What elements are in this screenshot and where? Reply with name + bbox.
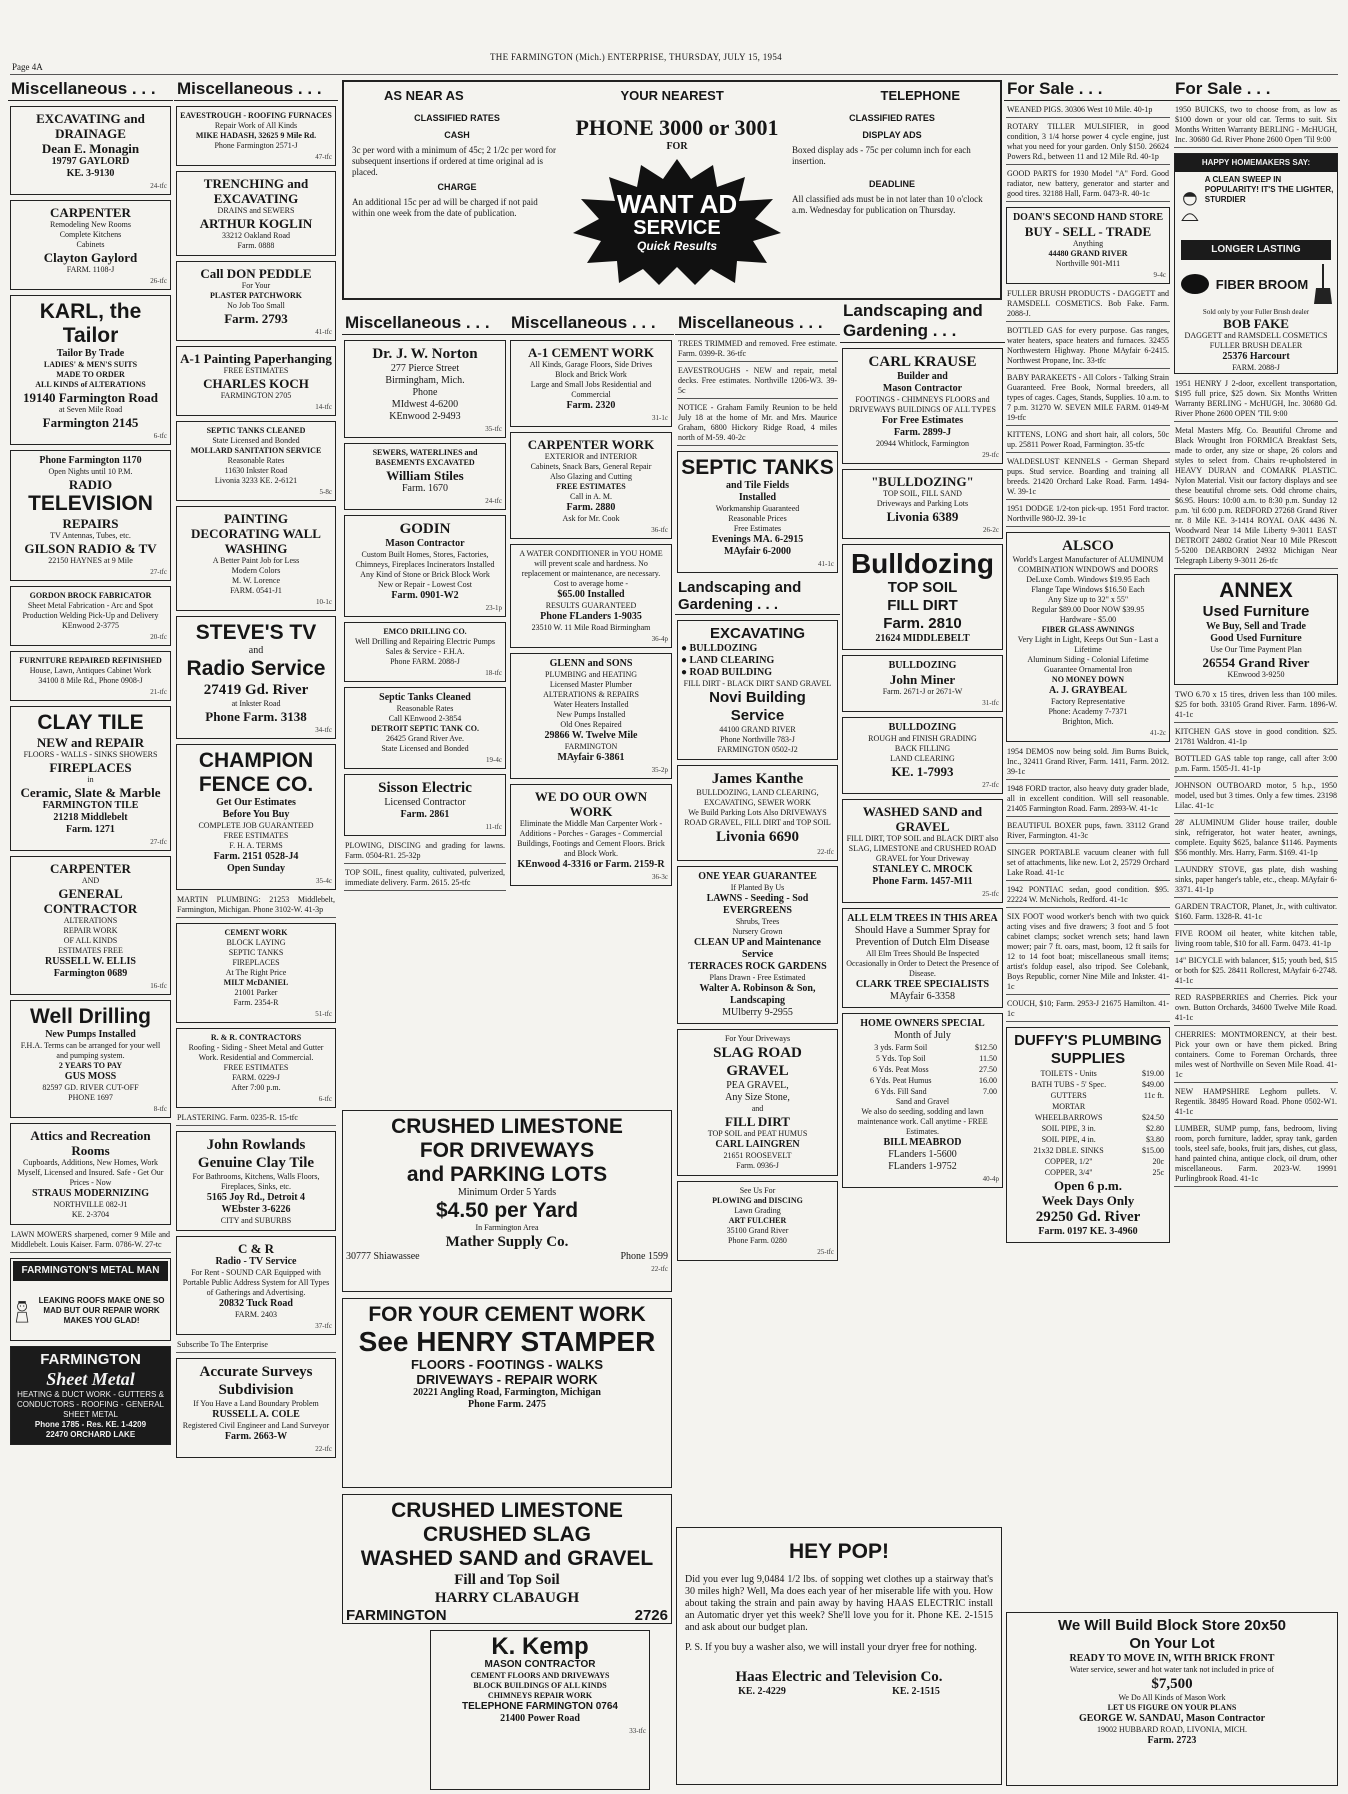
classified-metal-masters: Metal Masters Mfg. Co. Beautiful Chrome and Black Wrought Iron FORMICA Breakfast Sets, made to order, any size or shape, 26 colors and styles to select from. Chairs re-upholstered in HEAVY DURAN and COMARK PLASTIC. Nylon Material. Visit our factory displays and see these beautiful chrome sets. Odd chrome chairs, $6.95. Hours: 10:00 a.m. to 8:30 p.m. Sunday 12 p.m. 'til 6:00 p.m. REDFORD 27268 Grand River nr. 8 Mile KE. 3-1414 ROYAL OAK 4436 N. Woodward Near 14 Mile Liberty 9-3011 EAST DETROIT 24802 Gratiot Near 10 Mile PRescott 5-5200 DEARBORN 24932 Michigan Near Telegraph Liberty 9-3011 26-tfc: [1174, 426, 1338, 569]
ad-sisson-electric: Sisson Electric Licensed Contractor Farm. 2861 11-tfc: [344, 774, 506, 836]
ad-a1-painting: A-1 Painting Paperhanging FREE ESTIMATES CHARLES KOCH FARMINGTON 2705 14-tfc: [176, 346, 336, 416]
column-6: [840, 300, 1005, 1522]
classified-bottled-gas: BOTTLED GAS for every purpose. Gas ranges, water heaters, space heaters and furnaces. 32455 Northwestern Highway. Phone MAyfair 6-2415. Northwest Propane, Inc. 33-tfc: [1006, 326, 1170, 369]
for-label: FOR: [666, 141, 688, 152]
ad-bulldozing-grading: BULLDOZING ROUGH and FINISH GRADING BACK FILLING LAND CLEARING KE. 1-7993 27-tfc: [842, 717, 1003, 794]
classified-weaned-pigs: WEANED PIGS. 30306 West 10 Mile. 40-1p: [1006, 105, 1170, 118]
display-label: DISPLAY ADS: [862, 130, 922, 140]
classified-boxer-pups: BEAUTIFUL BOXER pups, fawn. 33112 Grand River, Farmington. 41-3c: [1006, 821, 1170, 844]
classified-tires: TWO 6.70 x 15 tires, driven less than 100 miles. $25 for both. 33105 Grand River. Farm. 1896-W. 41-1c: [1174, 690, 1338, 723]
classified-workbench: SIX FOOT wood worker's bench with two quick acting vises and five drawers; 3 foot and 5 foot cabinet clamps; socket wrench sets; hand lawn mower; pair 7 ft. oars, mast, boom, 12 ft sails for 12 to 14 foot boat; miscellaneous small items; artist's foldup easel, also tripod. See Colebank, Boys Republic, corner Nine Mile and Inkster. 41-1c: [1006, 912, 1170, 995]
ad-septic-tanks-cleaned: Septic Tanks Cleaned Reasonable Rates Call KEnwood 2-3854 DETROIT SEPTIC TANK CO. 26425 Grand River Ave. State Licensed and Bonded 19-4c: [344, 687, 506, 769]
ad-john-rowlands: John Rowlands Genuine Clay Tile For Bathrooms, Kitchens, Walls Floors, Fireplaces, Sinks, etc. 5165 Joy Rd., Detroit 4 WEbster 3-6226 CITY and SUBURBS: [176, 1131, 336, 1231]
masthead: THE FARMINGTON (Mich.) ENTERPRISE, THURSDAY, JULY 15, 1954: [490, 52, 782, 62]
classified-lumber: LUMBER, SUMP pump, fans, bedroom, living room, porch furniture, ladder, spray tank, garden tools, steel safe, books, fruit jars, dishes, cut glass, hand painted china, antique clock, oil drum, other miscellaneous. Farm. 2023-W. 19991 Purlingbrook Road. 41-1c: [1174, 1124, 1338, 1187]
classified-plowing: PLOWING, DISCING and grading for lawns. Farm. 0504-R1. 25-32p: [344, 841, 506, 864]
ad-annex-furniture: ANNEX Used Furniture We Buy, Sell and Trade Good Used Furniture Use Our Time Payment Plan 26554 Grand River KEnwood 3-9250: [1174, 574, 1338, 685]
classified-couch: COUCH, $10; Farm. 2953-J 21675 Hamilton. 41-1c: [1006, 999, 1170, 1022]
logo-farmington-sheet-metal: FARMINGTON Sheet Metal HEATING & DUCT WORK - GUTTERS & CONDUCTORS - ROOFING - GENERAL SHEET METAL Phone 1785 - Res. KE. 1-4209 22470 ORCHARD LAKE: [10, 1346, 171, 1445]
classified-plastering: PLASTERING. Farm. 0235-R. 15-tfc: [176, 1113, 336, 1126]
ad-hey-pop: HEY POP! Did you ever lug 9,0484 1/2 lbs. of sopping wet clothes up a stairway that's 30 miles high? Well, Ma does each year of her miserable life with you. How about taking the strain and pain away by having HAAS ELECTRIC install an Automatic dryer yet this week? She'll love you for it. Phone KE. 2-1515 and ask about our budget plan. P. S. If you buy a washer also, we will install your dryer free for nothing. Haas Electric and Television Co. KE. 2-4229 KE. 2-1515: [676, 1527, 1002, 1785]
classified-oil-heater: FIVE ROOM oil heater, white kitchen table, living room table, $10 for all. Farm. 0473. 41-1p: [1174, 929, 1338, 952]
ad-henry-stamper: FOR YOUR CEMENT WORK See HENRY STAMPER FLOORS - FOOTINGS - WALKS DRIVEWAYS - REPAIR WORK 20221 Angling Road, Farmington, Michigan Phone Farm. 2475: [342, 1298, 672, 1488]
fuller-logo-icon: [1180, 272, 1210, 296]
classified-dodge: 1951 DODGE 1/2-ton pick-up. 1951 Ford tractor. Northville 980-J2. 39-1c: [1006, 504, 1170, 527]
classified-raspberries: RED RASPBERRIES and Cherries. Pick your own. Button Orchards, 34600 Twelve Mile Road. 41-1c: [1174, 993, 1338, 1026]
section-heading: Miscellaneous . . .: [508, 312, 674, 335]
ad-gilson-tv: Phone Farmington 1170 Open Nights until 10 P.M. RADIO TELEVISION REPAIRS TV Antennas, Tubes, etc. GILSON RADIO & TV 22150 HAYNES at 9 Mile 27-tfc: [10, 450, 171, 581]
classified-ford-parts: GOOD PARTS for 1930 Model "A" Ford. Good radiator, new battery, generator and starter and good tires. 32188 Hall, Farm. 0473-R. 40-1c: [1006, 169, 1170, 202]
classified-laundry-stove: LAUNDRY STOVE, gas plate, dish washing sinks, paper hanger's table, etc., cheap. MAyfair 6-3371. 41-1p: [1174, 865, 1338, 898]
ad-don-peddle: Call DON PEDDLE For Your PLASTER PATCHWORK No Job Too Small Farm. 2793 41-tfc: [176, 261, 336, 341]
ad-glenn-and-sons: GLENN and SONS PLUMBING and HEATING Licensed Master Plumber ALTERATIONS & REPAIRS Water Heaters Installed New Pumps Installed Old Ones Repaired 29866 W. Twelve Mile FARMINGTON MAyfair 6-3861 35-2p: [510, 653, 672, 779]
classified-kittens: KITTENS, LONG and short hair, all colors, 50c up. 25811 Power Road, Farmington. 35-tfc: [1006, 430, 1170, 453]
ad-eavestrough: EAVESTROUGH - ROOFING FURNACES Repair Work of All Kinds MIKE HADASH, 32625 9 Mile Rd. Phone Farmington 2571-J 47-tfc: [176, 106, 336, 166]
section-heading: For Sale . . .: [1172, 78, 1340, 101]
ad-art-fulcher: See Us For PLOWING and DISCING Lawn Grading ART FULCHER 35100 Grand River Phone Farm. 0280 25-tfc: [677, 1181, 838, 1261]
banner-left: AS NEAR AS: [384, 88, 464, 103]
rates-heading-right: CLASSIFIED RATES: [849, 113, 935, 123]
section-heading: Miscellaneous . . .: [8, 78, 173, 101]
rates-heading: CLASSIFIED RATES: [414, 113, 500, 123]
ad-brock-fabricator: GORDON BROCK FABRICATOR Sheet Metal Fabrication - Arc and Spot Production Welding Pick-Up and Delivery KEnwood 2-3775 20-tfc: [10, 586, 171, 646]
ad-accurate-surveys: Accurate Surveys Subdivision If You Have a Land Boundary Problem RUSSELL A. COLE Registered Civil Engineer and Land Surveyor Farm. 2663-W 22-tfc: [176, 1358, 336, 1458]
classified-bicycle: 14" BICYCLE with balancer, $15; youth bed, $15 or both for $25. 28411 Rollcrest, MAyfair 6-2748. 41-1c: [1174, 956, 1338, 989]
classified-kitchen-gas: KITCHEN GAS stove in good condition. $25. 21781 Waldron. 41-1p: [1174, 727, 1338, 750]
ad-c-and-r-radio: C & R Radio - TV Service For Rent - SOUND CAR Equipped with Portable Public Address System for All Types of Gatherings and Advertising. 20832 Tuck Road FARM. 2403 37-tfc: [176, 1236, 336, 1335]
column-8: [1172, 78, 1340, 1608]
ad-slag-road-gravel: For Your Driveways SLAG ROAD GRAVEL PEA GRAVEL, Any Size Stone, and FILL DIRT TOP SOIL and PEAT HUMUS CARL LAINGREN 21651 ROOSEVELT Farm. 0936-J: [677, 1029, 838, 1176]
ad-emco-drilling: EMCO DRILLING CO. Well Drilling and Repairing Electric Pumps Sales & Service - F.H.A. Phone FARM. 2088-J 18-tfc: [344, 622, 506, 682]
banner-mid: YOUR NEAREST: [620, 88, 724, 103]
ad-straus-modernizing: Attics and Recreation Rooms Cupboards, Additions, New Homes, Work Myself, Licensed and Insured. Safe - Get Our Prices - Now STRAUS MODERNIZING NORTHVILLE 082-J1 KE. 2-3704: [10, 1123, 171, 1225]
ad-trenching: TRENCHING and EXCAVATING DRAINS and SEWERS ARTHUR KOGLIN 33212 Oakland Road Farm. 0888: [176, 171, 336, 256]
column-5: [675, 312, 840, 1522]
ad-james-kanthe: James Kanthe BULLDOZING, LAND CLEARING, EXCAVATING, SEWER WORK We Build Parking Lots Also DRIVEWAYS ROAD GRAVEL, FILL DIRT and TOP SOIL Livonia 6690 22-tfc: [677, 765, 838, 861]
classified-leghorn: NEW HAMPSHIRE Leghorn pullets. V. Regentik. 38495 Howard Road. Phone 0502-W1. 41-1c: [1174, 1087, 1338, 1120]
classified-bottled-gas-range: BOTTLED GAS table top range, call after 3:00 p.m. Farm. 1505-J1. 41-1p: [1174, 754, 1338, 777]
ad-k-kemp: K. Kemp MASON CONTRACTOR CEMENT FLOORS AND DRIVEWAYS BLOCK BUILDINGS OF ALL KINDS CHIMNEYS REPAIR WORK TELEPHONE FARMINGTON 0764 21400 Power Road 33-tfc: [430, 1630, 650, 1790]
ad-alsco: ALSCO World's Largest Manufacturer of ALUMINUM COMBINATION WINDOWS and DOORS DeLuxe Comb. Windows $19.95 Each Flange Tape Windows $16.50 Each Any Size up to 32" x 55" Regular $89.00 Door NOW $39.95 Hardware - $5.00 FIBER GLASS AWNINGS Very Light in Light, Keeps Out Sun - Last a Lifetime Aluminum Siding - Colonial Lifetime Guarantee Ornamental Iron NO MONEY DOWN A. J. GRAYBEAL Factory Representative Phone: Academy 7-7371 Brighton, Mich. 41-2c: [1006, 532, 1170, 742]
metal-man-icon: [13, 1284, 31, 1338]
banner-right: TELEPHONE: [880, 88, 960, 103]
ad-block-store: We Will Build Block Store 20x50 On Your Lot READY TO MOVE IN, WITH BRICK FRONT Water service, sewer and hot water tank not included in price of $7,500 We Do All Kinds of Mason Work LET US FIGURE ON YOUR PLANS GEORGE W. SANDAU, Mason Contractor 19002 HUBBARD ROAD, LIVONIA, MICH. Farm. 2723: [1006, 1612, 1338, 1786]
star-text-1: WANT AD: [616, 189, 738, 219]
classified-singer: SINGER PORTABLE vacuum cleaner with full set of attachments, like new. Lot 2, 25729 Orchard Lake Road. 41-1c: [1006, 848, 1170, 881]
deadline-text: All classified ads must be in not later than 10 o'clock a.m. Wednesday for publication on Thursday.: [792, 194, 983, 215]
classified-martin-plumbing: MARTIN PLUMBING: 21253 Middlebelt, Farmington, Michigan. Phone 3102-W. 41-3p: [176, 895, 336, 918]
ad-carpenter-gaylord: CARPENTER Remodeling New Rooms Complete Kitchens Cabinets Clayton Gaylord FARM. 1108-J 26-tfc: [10, 200, 171, 290]
classified-parakeets: BABY PARAKEETS - All Colors - Talking Strain Guaranteed. Free Book, Normal breeders, all types of cages. Cages, Stands, Supplies. 10 a.m. to 7 p.m. 31270 W. SEVEN MILE FARM. 0149-M 19-tfc: [1006, 373, 1170, 426]
classified-trailer: 28' ALUMINUM Glider house trailer, double sink, refrigerator, hot water heater, awnings, complete. Equity $625, balance $1146. Payments $56 monthly. Mrs. Harry, Farm. $169. 41-1p: [1174, 818, 1338, 861]
homemaker-icon: [1178, 175, 1202, 235]
ad-john-miner: BULLDOZING John Miner Farm. 2671-J or 2671-W 31-tfc: [842, 655, 1003, 712]
ad-clay-tile: CLAY TILE NEW and REPAIR FLOORS - WALLS - SINKS SHOWERS FIREPLACES in Ceramic, Slate & Marble FARMINGTON TILE 21218 Middlebelt Farm. 1271 27-tfc: [10, 706, 171, 851]
phone-number: PHONE 3000 or 3001: [575, 115, 779, 140]
classified-1954-demos: 1954 DEMOS now being sold. Jim Burns Buick, Inc., 32411 Grand River, Farm. 1411, Farm. 2012. 39-1c: [1006, 747, 1170, 780]
classified-notice: NOTICE - Graham Family Reunion to be held July 18 at the home of Mr. and Mrs. Maurice Graham, 6800 Hickory Ridge Road, 4 miles north of M-59. 40-2c: [677, 403, 838, 446]
deadline-label: DEADLINE: [868, 179, 915, 189]
cash-label: CASH: [444, 130, 470, 140]
charge-text: An additional 15c per ad will be charged if not paid within one week from the date of publication.: [352, 197, 538, 218]
price-table: TOILETS - Units $19.00 BATH TUBS - 5' Spec. $49.00 GUTTERS 11c ft. MORTAR WHEELBARROWS $24.50 SOIL PIPE, 3 in. $2.80 SOIL PIPE, 4 in. $3.80 21x32 DBLE. SINKS $15.00 COPPER, 1/2" 20c COPPER, 3/4" 25c: [1031, 1069, 1164, 1177]
ad-water-conditioner: A WATER CONDITIONER in YOU HOME will prevent scale and hardness. No replacement or maintenance, are necessary. Cost to average home - $65.00 Installed RESULTS GUARANTEED Phone FLanders 1-9035 23510 W. 11 Mile Road Birmingham 36-4p: [510, 544, 672, 648]
star-text-2: SERVICE: [633, 217, 721, 239]
ad-champion-fence: CHAMPION FENCE CO. Get Our Estimates Before You Buy COMPLETE JOB GUARANTEED FREE ESTIMATES F. H. A. TERMS Farm. 2151 0528-J4 Open Sunday 35-4c: [176, 744, 336, 890]
ad-robinson-landscaping: ONE YEAR GUARANTEE If Planted By Us LAWNS - Seeding - Sod EVERGREENS Shrubs, Trees Nursery Grown CLEAN UP and Maintenance Service TERRACES ROCK GARDENS Plans Drawn - Free Estimated Walter A. Robinson & Son, Landscaping MUlberry 9-2955: [677, 866, 838, 1024]
ad-bulldozing-livonia: "BULLDOZING" TOP SOIL, FILL SAND Driveways and Parking Lots Livonia 6389 26-2c: [842, 469, 1003, 539]
ad-karl-tailor: KARL, the Tailor Tailor By Trade LADIES' & MEN'S SUITS MADE TO ORDER ALL KINDS of ALTERATIONS 19140 Farmington Road at Seven Mile Road Farmington 2145 6-tfc: [10, 295, 171, 445]
ad-william-stiles: SEWERS, WATERLINES and BASEMENTS EXCAVATED William Stiles Farm. 1670 24-tfc: [344, 443, 506, 510]
section-heading: Miscellaneous . . .: [675, 312, 840, 335]
classified-trees: TREES TRIMMED and removed. Free estimate. Farm. 0399-R. 36-tfc: [677, 339, 838, 362]
ad-painting-decorating: PAINTING DECORATING WALL WASHING A Better Paint Job for Less Modern Colors M. W. Lorence FARM. 0541-J1 10-1c: [176, 506, 336, 611]
column-1: [8, 78, 173, 1790]
ad-septic-cleaned: SEPTIC TANKS CLEANED State Licensed and Bonded MOLLARD SANITATION SERVICE Reasonable Rates 11630 Inkster Road Livonia 3233 KE. 2-6121 5-8c: [176, 421, 336, 501]
ad-crushed-limestone-mather: CRUSHED LIMESTONE FOR DRIVEWAYS and PARKING LOTS Minimum Order 5 Yards $4.50 per Yard In Farmington Area Mather Supply Co. 30777 Shiawassee Phone 1599 22-tfc: [342, 1110, 672, 1292]
ad-furniture-repaired: FURNITURE REPAIRED REFINISHED House, Lawn, Antiques Cabinet Work 34100 8 Mile Rd., Phone 0908-J 21-tfc: [10, 651, 171, 701]
star-text-3: Quick Results: [636, 239, 718, 253]
classified-pontiac: 1942 PONTIAC sedan, good condition. $95. 22224 W. McNichols, Redford. 41-1c: [1006, 885, 1170, 908]
classified-kennels: WALDESLUST KENNELS - German Shepard pups. Stud service. Boarding and training all breeds. 21420 Orchard Lake Road. Farm. 1494-W. 39-1c: [1006, 457, 1170, 500]
ad-fuller-fiber-broom: HAPPY HOMEMAKERS SAY: A CLEAN SWEEP IN POPULARITY! IT'S THE LIGHTER, STURDIER LONGER LASTING FIBER BROOM Sold only by your Fuller Brush dealer BOB FAKE DAGGETT and RAMSDELL COSMETICS FULLER BRUSH DEALER 25376 Harcourt FARM. 2088-J: [1174, 153, 1338, 374]
section-heading: Miscellaneous . . .: [342, 312, 508, 335]
column-2: [174, 78, 338, 1790]
broom-icon: [1314, 264, 1332, 304]
ad-a1-cement: A-1 CEMENT WORK All Kinds, Garage Floors, Side Drives Block and Brick Work Large and Small Jobs Residential and Commercial Farm. 2320 31-1c: [510, 340, 672, 427]
display-text: Boxed display ads - 75c per column inch for each insertion.: [792, 145, 971, 166]
logo-metal-man: FARMINGTON'S METAL MAN LEAKING ROOFS MAKE ONE SO MAD BUT OUR REPAIR WORK MAKES YOU GLAD!: [10, 1258, 171, 1341]
classified-1950-buicks: 1950 BUICKS, two to choose from, as low as $100 down or your old car. Terms to suit. Six Months Written Warranty BERLING - McHUGH, Inc. 30680 Gd. River Phone 2600 Open 'Til 9:00: [1174, 105, 1338, 148]
ad-godin: GODIN Mason Contractor Custom Built Homes, Stores, Factories, Chimneys, Fireplaces Incinerators Installed Any Kind of Stone or Brick Block Work New or Repair - Lowest Cost Farm. 0901-W2 23-1p: [344, 515, 506, 617]
section-heading: For Sale . . .: [1004, 78, 1172, 101]
column-4: [508, 312, 674, 1122]
ad-septic-tanks: SEPTIC TANKS and Tile Fields Installed Workmanship Guaranteed Reasonable Prices Free Estimates Evenings MA. 6-2915 MAyfair 6-2000 41-1c: [677, 451, 838, 573]
section-heading: Landscaping and Gardening . . .: [840, 300, 1005, 343]
want-ad-banner: [342, 80, 1002, 300]
ad-r-and-r: R. & R. CONTRACTORS Roofing - Siding - Sheet Metal and Gutter Work. Residential and Commercial. FREE ESTIMATES FARM. 0229-J After 7:00 p.m. 6-tfc: [176, 1028, 336, 1108]
column-7: [1004, 78, 1172, 1608]
classified-1948-ford: 1948 FORD tractor, also heavy duty grader blade, all in excellent condition. Will sell reasonable. 21405 Farmington Road. Farm. 2893-W. 41-1c: [1006, 784, 1170, 817]
ad-carl-krause: CARL KRAUSE Builder and Mason Contractor FOOTINGS - CHIMNEYS FLOORS and DRIVEWAYS BUILDINGS OF ALL TYPES For Free Estimates Farm. 2899-J 20944 Whitlock, Farmington 29-tfc: [842, 348, 1003, 464]
ad-washed-sand-mrock: WASHED SAND and GRAVEL FILL DIRT, TOP SOIL and BLACK DIRT also SLAG, LIMESTONE and CRUSHED ROAD GRAVEL for Your Driveway STANLEY C. MROCK Phone Farm. 1457-M11 25-tfc: [842, 799, 1003, 903]
classified-lawn-mowers: LAWN MOWERS sharpened, corner 9 Mile and Middlebelt. Louis Kaiser. Farm. 0786-W. 27-tc: [10, 1230, 171, 1253]
classified-eavestroughs: EAVESTROUGHS - NEW and repair, metal decks. Free estimates. Northville 1206-W3. 39-5c: [677, 366, 838, 399]
cash-text: 3c per word with a minimum of 45c; 2 1/2c per word for subsequent insertions if ordered at time original ad is placed.: [352, 145, 556, 177]
ad-bulldozing-2810: Bulldozing TOP SOIL FILL DIRT Farm. 2810 21624 MIDDLEBELT: [842, 544, 1003, 650]
classified-fuller-brush: FULLER BRUSH PRODUCTS - DAGGETT and RAMSDELL COSMETICS. Bob Fake. Farm. 2088-J.: [1006, 289, 1170, 322]
section-heading-landscaping: Landscaping and Gardening . . .: [675, 578, 840, 615]
ad-carpenter-work: CARPENTER WORK EXTERIOR and INTERIOR Cabinets, Snack Bars, General Repair Also Glazing and Cutting FREE ESTIMATES Call in A. M. Farm. 2880 Ask for Mr. Cook 36-tfc: [510, 432, 672, 539]
ad-we-do-own-work: WE DO OUR OWN WORK Eliminate the Middle Man Carpenter Work - Additions - Porches - Garages - Commercial Buildings, Footings and Cement Floors. Brick and Block Work. KEnwood 4-3316 or Farm. 2159-R 36-3c: [510, 784, 672, 886]
column-3: [342, 312, 508, 1122]
classified-henry-j: 1951 HENRY J 2-door, excellent transportation, $195 full price, $25 down. Six Months Written Warranty BERLING - McHUGH, Inc. 30680 Gd. River Phone 2600 OPEN 'TIL 9:00: [1174, 379, 1338, 422]
ad-harry-clabaugh: CRUSHED LIMESTONE CRUSHED SLAG WASHED SAND and GRAVEL Fill and Top Soil HARRY CLABAUGH FARMINGTON 2726: [342, 1494, 672, 1624]
header-rule: [10, 74, 1338, 75]
classified-subscribe: Subscribe To The Enterprise: [176, 1340, 336, 1353]
ad-steves-tv: STEVE'S TV and Radio Service 27419 Gd. River at Inkster Road Phone Farm. 3138 34-tfc: [176, 616, 336, 739]
charge-label: CHARGE: [437, 182, 477, 192]
page-number: Page 4A: [12, 62, 43, 72]
ad-excavating: EXCAVATING and DRAINAGE Dean E. Monagin 19797 GAYLORD KE. 3-9130 24-tfc: [10, 106, 171, 195]
classified-top-soil: TOP SOIL, finest quality, cultivated, pulverized, immediate delivery. Farm. 2615. 25-tfc: [344, 868, 506, 891]
classified-garden-tractor: GARDEN TRACTOR, Planet, Jr., with cultivator. $160. Farm. 1328-R. 41-1c: [1174, 902, 1338, 925]
ad-novi-building: EXCAVATING ● BULLDOZING ● LAND CLEARING ● ROAD BUILDING FILL DIRT - BLACK DIRT SAND GRAVEL Novi Building Service 44100 GRAND RIVER Phone Northville 783-J FARMINGTON 0502-J2: [677, 620, 838, 760]
ad-well-drilling: Well Drilling New Pumps Installed F.H.A. Terms can be arranged for your well and pumping system. 2 YEARS TO PAY GUS MOSS 82597 GD. RIVER CUT-OFF PHONE 1697 8-tfc: [10, 1000, 171, 1118]
ad-doans-store: DOAN'S SECOND HAND STORE BUY - SELL - TRADE Anything 44480 GRAND RIVER Northville 901-M11 9-4c: [1006, 207, 1170, 284]
ad-cement-work: CEMENT WORK BLOCK LAYING SEPTIC TANKS FIREPLACES At The Right Price MILT McDANIEL 21001 Parker Farm. 2354-R 51-tfc: [176, 923, 336, 1023]
ad-home-owners-special: HOME OWNERS SPECIAL Month of July 3 yds. Farm Soil $12.50 5 Yds. Top Soil 11.50 6 Yds. Peat Moss 27.50 6 Yds. Peat Humus 16.00 6 Yds. Fill Sand 7.00 Sand and Gravel We also do seeding, sodding and lawn maintenance work. Call anytime - FREE Estimates. BILL MEABROD FLanders 1-5600 FLanders 1-9752 40-4p: [842, 1013, 1003, 1188]
classified-cherries: CHERRIES: MONTMORENCY, at their best. Pick your own or have them picked. Bring containers. Come to Foreman Orchards, three miles west of Northville on Seven Mile Road. 41-1c: [1174, 1030, 1338, 1083]
ad-dr-norton: Dr. J. W. Norton 277 Pierce Street Birmingham, Mich. Phone MIdwest 4-6200 KEnwood 2-9493 35-tfc: [344, 340, 506, 438]
classified-outboard: JOHNSON OUTBOARD motor, 5 h.p., 1950 model, used but 3 times. Only a few times. 23198 Lilac. 41-1c: [1174, 781, 1338, 814]
ad-elm-trees: ALL ELM TREES IN THIS AREA Should Have a Summer Spray for Prevention of Dutch Elm Disease All Elm Trees Should Be Inspected Occasionally in Order to Detect the Presence of Disease. CLARK TREE SPECIALISTS MAyfair 6-3358: [842, 908, 1003, 1008]
ad-duffys-plumbing: DUFFY'S PLUMBING SUPPLIES TOILETS - Units $19.00 BATH TUBS - 5' Spec. $49.00 GUTTERS 11c ft. MORTAR WHEELBARROWS $24.50 SOIL PIPE, 3 in. $2.80 SOIL PIPE, 4 in. $3.80 21x32 DBLE. SINKS $15.00 COPPER, 1/2" 20c COPPER, 3/4" 25c Open 6 p.m. Week Days Only 29250 Gd. River Farm. 0197 KE. 3-4960: [1006, 1027, 1170, 1243]
classified-rotary-tiller: ROTARY TILLER MULSIFIER, in good condition, 3 1/4 horse power 4 cycle engine, just what you need for your garden. Only $150. 26624 Powers Rd., between 11 and 12 Mile Rd. 40-1p: [1006, 122, 1170, 165]
section-heading: Miscellaneous . . .: [174, 78, 338, 101]
price-table: 3 yds. Farm Soil $12.50 5 Yds. Top Soil 11.50 6 Yds. Peat Moss 27.50 6 Yds. Peat Humus 16.00 6 Yds. Fill Sand 7.00: [870, 1043, 997, 1096]
ad-ellis-contractor: CARPENTER AND GENERAL CONTRACTOR ALTERATIONS REPAIR WORK OF ALL KINDS ESTIMATES FREE RUSSELL W. ELLIS Farmington 0689 16-tfc: [10, 856, 171, 995]
